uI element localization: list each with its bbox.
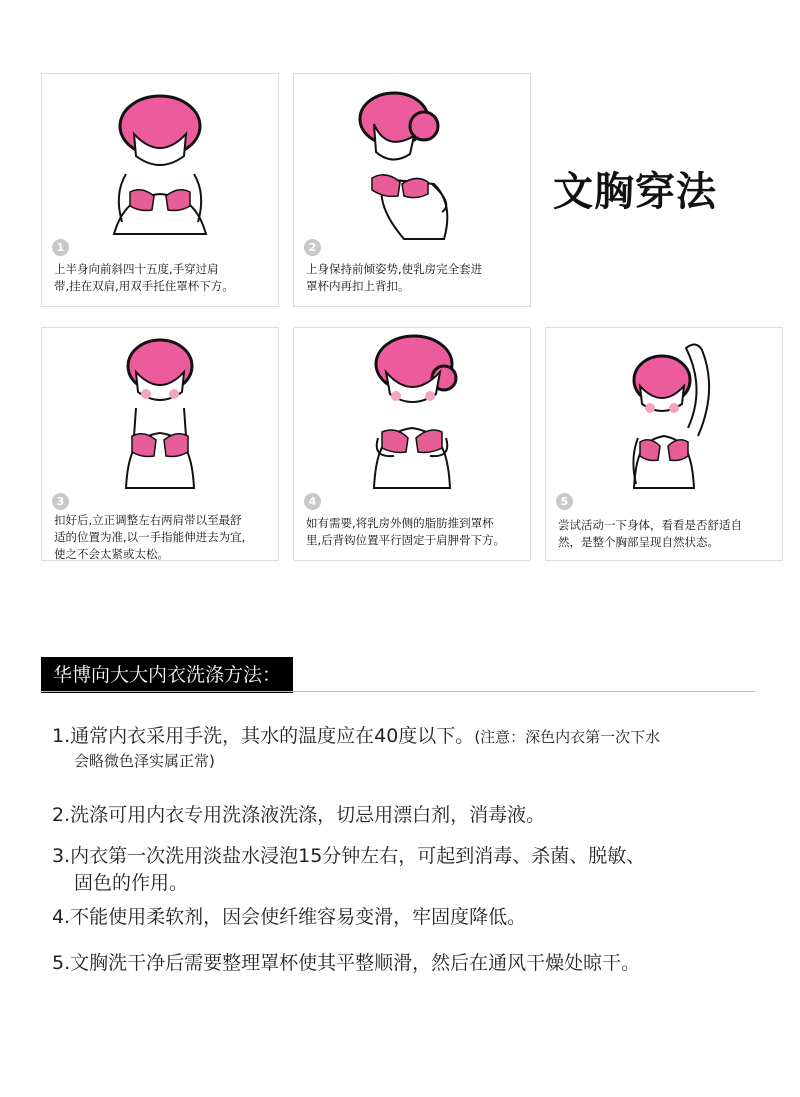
step-caption-line: 尝试活动一下身体，看看是否舒适自 bbox=[558, 518, 742, 532]
step-number-badge: 1 bbox=[52, 239, 69, 256]
step-card-3 bbox=[41, 327, 279, 561]
wash-item-text: 1.通常内衣采用手洗，其水的温度应在40度以下。 bbox=[52, 725, 475, 747]
step-caption-line: 上半身向前斜四十五度,手穿过肩 bbox=[54, 262, 219, 276]
illustration-step-2 bbox=[294, 74, 530, 264]
section-divider bbox=[41, 691, 755, 692]
wash-item-text: 2.洗涤可用内衣专用洗涤液洗涤，切忌用漂白剂，消毒液。 bbox=[52, 804, 546, 826]
wash-item-2 bbox=[52, 802, 772, 829]
step-caption-line: 扣好后,立正调整左右两肩带以至最舒 bbox=[54, 513, 242, 527]
step-caption-line: 上身保持前倾姿势,使乳房完全套进 bbox=[306, 262, 483, 276]
step-caption-line: 适的位置为准,以一手指能伸进去为宜, bbox=[54, 530, 246, 544]
step-caption-line: 使之不会太紧或太松。 bbox=[54, 547, 169, 561]
wash-item-1 bbox=[52, 723, 772, 771]
step-card-2 bbox=[293, 73, 531, 307]
wash-item-note: (注意：深色内衣第一次下水 bbox=[474, 728, 661, 746]
step-caption-line: 带,挂在双肩,用双手托住罩杯下方。 bbox=[54, 279, 234, 293]
step-caption-line: 然，是整个胸部呈现自然状态。 bbox=[558, 535, 719, 549]
step-card-1 bbox=[41, 73, 279, 307]
illustration-step-5 bbox=[546, 328, 782, 518]
step-number-badge: 3 bbox=[52, 493, 69, 510]
wash-item-text: 3.内衣第一次洗用淡盐水浸泡15分钟左右，可起到消毒、杀菌、脱敏、 bbox=[52, 845, 646, 867]
wash-item-continuation: 固色的作用。 bbox=[74, 872, 189, 894]
wash-item-text: 4.不能使用柔软剂，因会使纤维容易变滑，牢固度降低。 bbox=[52, 906, 527, 928]
step-number-badge: 4 bbox=[304, 493, 321, 510]
step-caption-line: 如有需要,将乳房外侧的脂肪推到罩杯 bbox=[306, 516, 494, 530]
page-title: 文胸穿法 bbox=[553, 169, 717, 215]
wash-section-heading: 华博向大大内衣洗涤方法： bbox=[41, 657, 293, 693]
wash-item-text: 5.文胸洗干净后需要整理罩杯使其平整顺滑，然后在通风干燥处晾干。 bbox=[52, 952, 641, 974]
wash-item-continuation: 会略微色泽实属正常) bbox=[74, 752, 215, 770]
illustration-step-4 bbox=[294, 328, 530, 518]
step-card-4 bbox=[293, 327, 531, 561]
step-number-badge: 5 bbox=[556, 493, 573, 510]
step-number-badge: 2 bbox=[304, 239, 321, 256]
step-caption-line: 里,后背钩位置平行固定于肩胛骨下方。 bbox=[306, 533, 506, 547]
step-card-5 bbox=[545, 327, 783, 561]
wash-item-3 bbox=[52, 843, 772, 897]
illustration-step-1 bbox=[42, 74, 278, 264]
step-caption-line: 罩杯内再扣上背扣。 bbox=[306, 279, 410, 293]
wash-item-5 bbox=[52, 950, 772, 977]
illustration-step-3 bbox=[42, 328, 278, 518]
wash-item-4 bbox=[52, 904, 772, 931]
